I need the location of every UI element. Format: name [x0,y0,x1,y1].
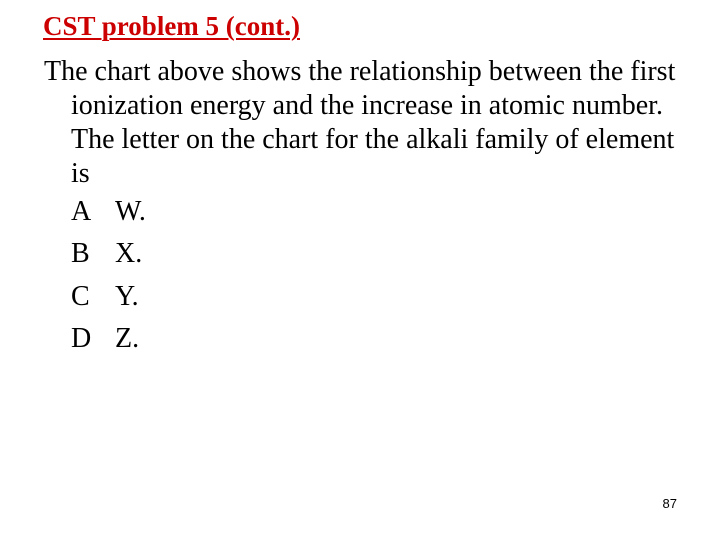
slide-title: CST problem 5 (cont.) [43,11,301,41]
choice-text: Z. [115,323,140,355]
choice-text: W. [115,196,146,227]
choice-letter: A [71,196,92,227]
choice-b [44,233,694,275]
answer-choices [44,191,694,361]
choice-letter: D [71,323,92,355]
question-block [44,55,694,361]
choice-letter: C [71,280,90,312]
question-text: The chart above shows the relationship between the first ionization energy and the increase in atomic number. The letter on the chart for the alkali family of element is [44,56,676,189]
choice-letter: B [71,238,90,270]
choice-text: X. [115,238,143,270]
choice-a [44,191,694,233]
slide-number: 87 [662,496,677,511]
choice-c [44,276,694,318]
choice-d [44,318,694,360]
choice-text: Y. [115,280,139,312]
